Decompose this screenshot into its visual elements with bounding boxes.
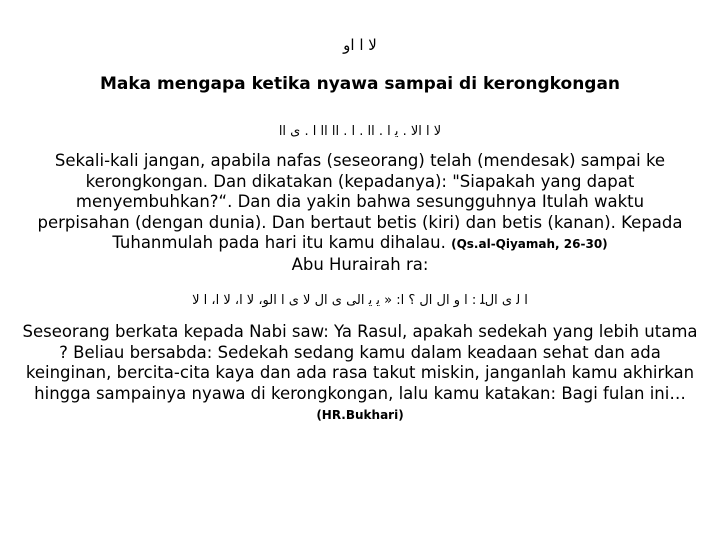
narrator: Abu Hurairah ra: bbox=[291, 254, 429, 274]
hadith-arabic: ا ﻟ ی الﻠ : ا و ال ال ؟ ا: « ﻳ ﻳ الی ی ال لا ی ا الو، لا ا، لا ا، ا لا bbox=[192, 293, 528, 308]
arabic-heading: لا ا او bbox=[343, 36, 377, 54]
page-title: Maka mengapa ketika nyawa sampai di kerongkongan bbox=[99, 74, 621, 94]
hadith-reference: (HR.Bukhari) bbox=[316, 408, 404, 422]
verse-arabic: لا ا الا . ﻳ ا . اا . ا . اا اا ا . ی اا bbox=[278, 124, 442, 139]
verse-reference: (Qs.al-Qiyamah, 26-30) bbox=[451, 237, 608, 251]
verse-translation: Sekali-kali jangan, apabila nafas (seseorang) telah (mendesak) sampai ke kerongkongan. Dan dikatakan (kepadanya): "Siapakah yang dapat menyembuhkan?“. Dan dia yakin bahwa sesungguhnya Itulah waktu perpisahan (dengan dunia). Dan bertaut betis (kiri) dan betis (kanan). Kepada Tuhanmulah pada hari itu kamu dihalau. bbox=[37, 151, 683, 252]
hadith-translation-block bbox=[20, 322, 700, 426]
hadith-translation: Seseorang berkata kepada Nabi saw: Ya Rasul, apakah sedekah yang lebih utama ? Beliau bersabda: Sedekah sedang kamu dalam keadaan sehat dan ada keinginan, bercita-cita kaya dan ada rasa takut miskin, janganlah kamu akhirkan hingga sampainya nyawa di kerongkongan, lalu kamu katakan: Bagi fulan ini… bbox=[22, 322, 698, 403]
verse-translation-block bbox=[30, 151, 690, 275]
